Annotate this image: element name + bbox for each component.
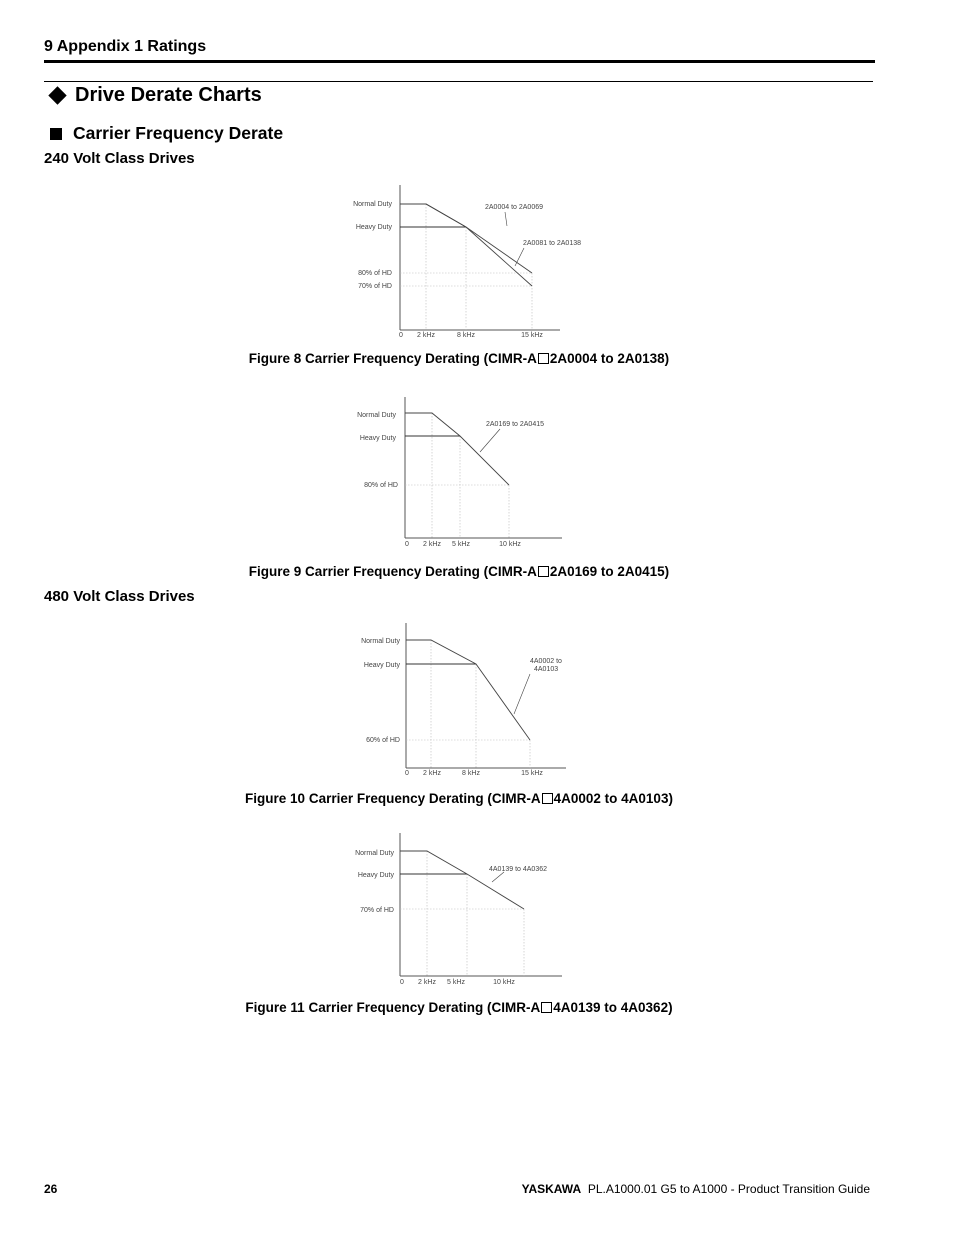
x-label-15khz: 15 kHz xyxy=(521,332,543,339)
checkbox-glyph-icon xyxy=(538,566,549,577)
series-label: 2A0169 to 2A0415 xyxy=(486,421,544,428)
x-label-0: 0 xyxy=(400,979,404,986)
chart-figure-9 xyxy=(340,392,580,557)
caption-suffix: 4A0002 to 4A0103) xyxy=(553,791,673,806)
pointer-line xyxy=(492,872,504,882)
x-label-0: 0 xyxy=(405,541,409,548)
y-label-normal-duty: Normal Duty xyxy=(361,638,400,645)
y-label-heavy-duty: Heavy Duty xyxy=(359,435,396,442)
y-label-normal-duty: Normal Duty xyxy=(355,850,394,857)
y-label-heavy-duty: Heavy Duty xyxy=(357,872,394,879)
y-label-80-hd: 80% of HD xyxy=(364,482,398,489)
y-label-heavy-duty: Heavy Duty xyxy=(355,224,392,231)
series-line-4A0139-4A0362 xyxy=(400,851,524,909)
series-label-2: 2A0081 to 2A0138 xyxy=(523,240,581,247)
x-label-8khz: 8 kHz xyxy=(457,332,475,339)
series-label-line-2: 4A0103 xyxy=(534,666,559,673)
subsection-title: Carrier Frequency Derate xyxy=(73,123,284,143)
series-line-4A0002-4A0103 xyxy=(406,640,530,740)
y-label-80-hd: 80% of HD xyxy=(358,270,392,277)
page-number: 26 xyxy=(44,1182,58,1196)
footer-brand: YASKAWA xyxy=(521,1182,582,1196)
section-heading xyxy=(48,84,262,107)
caption-suffix: 2A0004 to 2A0138) xyxy=(549,351,670,366)
pointer-line xyxy=(515,248,524,266)
group-heading-240: 240 Volt Class Drives xyxy=(44,150,195,167)
figure-8-caption xyxy=(0,351,918,366)
caption-prefix: Figure 9 Carrier Frequency Derating (CIMR-A xyxy=(248,564,537,579)
footer-doc-title: PL.A1000.01 G5 to A1000 - Product Transition Guide xyxy=(587,1182,870,1196)
pointer-line xyxy=(505,212,507,226)
figure-9-caption xyxy=(0,564,918,579)
checkbox-glyph-icon xyxy=(541,1002,552,1013)
checkbox-glyph-icon xyxy=(538,353,549,364)
subsection-heading xyxy=(50,123,283,144)
y-label-normal-duty: Normal Duty xyxy=(357,412,396,419)
chart-figure-11 xyxy=(340,828,580,993)
square-bullet-icon xyxy=(50,128,62,140)
x-label-5khz: 5 kHz xyxy=(452,541,470,548)
chart-figure-8 xyxy=(340,180,580,345)
x-label-5khz: 5 kHz xyxy=(447,979,465,986)
group-heading-480: 480 Volt Class Drives xyxy=(44,588,195,605)
x-label-8khz: 8 kHz xyxy=(462,770,480,777)
caption-suffix: 4A0139 to 4A0362) xyxy=(553,1000,673,1015)
x-label-2khz: 2 kHz xyxy=(423,770,441,777)
pointer-line xyxy=(480,429,500,452)
y-label-60-hd: 60% of HD xyxy=(366,737,400,744)
series-label-line-1: 4A0002 to xyxy=(530,658,562,665)
series-label: 4A0139 to 4A0362 xyxy=(489,866,547,873)
caption-suffix: 2A0169 to 2A0415) xyxy=(549,564,670,579)
y-label-70-hd: 70% of HD xyxy=(358,283,392,290)
chart-figure-10 xyxy=(340,618,580,783)
header-rule xyxy=(44,60,875,63)
y-label-normal-duty: Normal Duty xyxy=(353,201,392,208)
x-label-0: 0 xyxy=(399,332,403,339)
x-label-15khz: 15 kHz xyxy=(521,770,543,777)
diamond-bullet-icon xyxy=(48,86,66,104)
series-label-1: 2A0004 to 2A0069 xyxy=(485,204,543,211)
x-label-2khz: 2 kHz xyxy=(418,979,436,986)
figure-11-caption xyxy=(0,1000,918,1015)
caption-prefix: Figure 10 Carrier Frequency Derating (CIMR-A xyxy=(245,791,541,806)
checkbox-glyph-icon xyxy=(542,793,553,804)
section-rule xyxy=(44,81,873,82)
y-label-70-hd: 70% of HD xyxy=(360,907,394,914)
caption-prefix: Figure 11 Carrier Frequency Derating (CIMR-A xyxy=(245,1000,541,1015)
figure-10-caption xyxy=(0,791,918,806)
series-line-2A0004-2A0069 xyxy=(400,204,532,273)
pointer-line xyxy=(514,674,530,714)
x-label-2khz: 2 kHz xyxy=(417,332,435,339)
caption-prefix: Figure 8 Carrier Frequency Derating (CIMR-A xyxy=(248,351,537,366)
footer-title xyxy=(522,1182,870,1196)
x-label-0: 0 xyxy=(405,770,409,777)
x-label-10khz: 10 kHz xyxy=(493,979,515,986)
section-title: Drive Derate Charts xyxy=(75,84,262,106)
x-label-2khz: 2 kHz xyxy=(423,541,441,548)
x-label-10khz: 10 kHz xyxy=(499,541,521,548)
chapter-header: 9 Appendix 1 Ratings xyxy=(44,38,207,55)
y-label-heavy-duty: Heavy Duty xyxy=(363,662,400,669)
